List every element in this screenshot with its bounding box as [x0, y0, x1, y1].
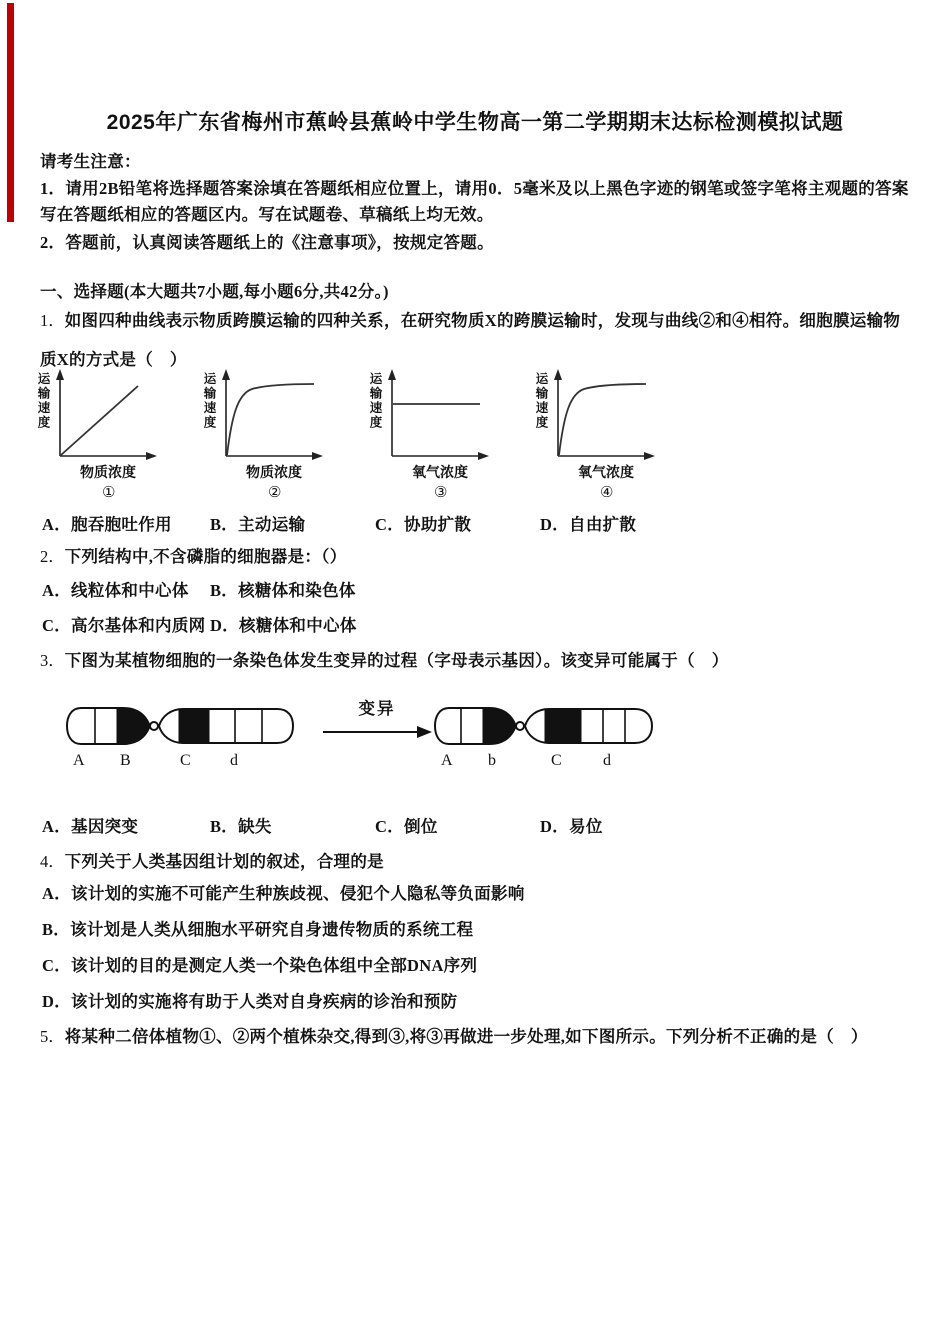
- question-1-options: [42, 511, 908, 535]
- graph-number: ②: [268, 485, 282, 501]
- option-d: D．核糖体和中心体: [210, 616, 357, 635]
- question-4-number: 4．: [40, 852, 65, 871]
- y-axis-label: 运输速度: [202, 372, 216, 430]
- graph-axes-saturating: [548, 366, 656, 462]
- question-4-option-b: B．该计划是人类从细胞水平研究自身遗传物质的系统工程: [42, 920, 474, 939]
- question-3-figure: [65, 695, 665, 779]
- x-axis-label: 物质浓度: [80, 466, 136, 481]
- gene-label: A: [73, 752, 85, 769]
- chromosome-before: [65, 703, 295, 775]
- gene-label: d: [230, 752, 238, 769]
- chromosome-after: [433, 703, 655, 775]
- exam-title: 2025年广东省梅州市蕉岭县蕉岭中学生物高一第二学期期末达标检测模拟试题: [106, 111, 844, 134]
- notice-heading: 请考生注意：: [40, 152, 141, 171]
- question-1-text: 1．如图四种曲线表示物质跨膜运输的四种关系，在研究物质X的跨膜运输时，发现与曲线②和④相符。细胞膜运输物质X的方式是（ ）: [40, 311, 901, 369]
- option-d: D．自由扩散: [540, 515, 637, 534]
- y-axis-label: 运输速度: [36, 372, 50, 430]
- option-d: D．易位: [540, 817, 603, 836]
- transport-graph-3: [368, 366, 520, 502]
- option-b: B．主动运输: [210, 515, 306, 534]
- x-axis-label: 氧气浓度: [578, 466, 634, 481]
- question-5-number: 5．: [40, 1027, 65, 1046]
- gene-label: C: [551, 752, 562, 769]
- x-axis-label: 物质浓度: [246, 466, 302, 481]
- question-4-text: 4．下列关于人类基因组计划的叙述，合理的是: [40, 852, 384, 871]
- y-axis-label: 运输速度: [368, 372, 382, 430]
- gene-label: B: [120, 752, 131, 769]
- graph-number: ①: [102, 485, 116, 501]
- question-2-options-row-2: [42, 612, 742, 636]
- mutation-arrow: [321, 723, 433, 739]
- gene-label: A: [441, 752, 453, 769]
- graph-number: ④: [600, 485, 614, 501]
- question-1-figure: [36, 366, 686, 502]
- question-3-options: [42, 813, 908, 837]
- question-3-number: 3．: [40, 651, 65, 670]
- question-2-text: 2．下列结构中,不含磷脂的细胞器是：（）: [40, 547, 347, 566]
- notice-item-1: 1．请用2B铅笔将选择题答案涂填在答题纸相应位置上，请用0．5毫米及以上黑色字迹的钢笔或签字笔将主观题的答案写在答题纸相应的答题区内。写在试题卷、草稿纸上均无效。: [40, 179, 909, 224]
- transport-graph-1: [36, 366, 188, 502]
- transport-graph-4: [534, 366, 686, 502]
- graph-axes-saturating: [216, 366, 324, 462]
- y-axis-label: 运输速度: [534, 372, 548, 430]
- question-4-option-a: A．该计划的实施不可能产生种族歧视、侵犯个人隐私等负面影响: [42, 884, 525, 903]
- gene-label: C: [180, 752, 191, 769]
- question-2-options-row-1: [42, 577, 742, 601]
- question-4-option-c: C．该计划的目的是测定人类一个染色体组中全部DNA序列: [42, 956, 478, 975]
- gene-label: d: [603, 752, 611, 769]
- question-3-text: 3．下图为某植物细胞的一条染色体发生变异的过程（字母表示基因）。该变异可能属于（ ）: [40, 651, 729, 670]
- section-heading: 一、选择题(本大题共7小题,每小题6分,共42分。): [40, 282, 389, 301]
- option-b: B．核糖体和染色体: [210, 581, 356, 600]
- graph-axes-linear: [50, 366, 158, 462]
- mutation-arrow-block: [321, 695, 433, 739]
- option-c: C．协助扩散: [375, 515, 472, 534]
- notice-item-2: 2．答题前，认真阅读答题纸上的《注意事项》，按规定答题。: [40, 233, 494, 252]
- question-5-text: 5．将某种二倍体植物①、②两个植株杂交,得到③,将③再做进一步处理,如下图所示。下列分析不正确的是（ ）: [40, 1027, 868, 1046]
- option-a: A．基因突变: [42, 817, 139, 836]
- option-c: C．高尔基体和内质网: [42, 616, 206, 635]
- option-a: A．胞吞胞吐作用: [42, 515, 172, 534]
- question-2-number: 2．: [40, 547, 65, 566]
- option-a: A．线粒体和中心体: [42, 581, 189, 600]
- option-b: B．缺失: [210, 817, 272, 836]
- option-c: C．倒位: [375, 817, 438, 836]
- graph-axes-horizontal: [382, 366, 490, 462]
- mutation-arrow-label: 变异: [358, 699, 396, 718]
- question-4-option-d: D．该计划的实施将有助于人类对自身疾病的诊治和预防: [42, 992, 458, 1011]
- transport-graph-2: [202, 366, 354, 502]
- question-1-number: 1．: [40, 311, 65, 330]
- gene-label: b: [488, 752, 496, 769]
- x-axis-label: 氧气浓度: [412, 466, 468, 481]
- graph-number: ③: [434, 485, 448, 501]
